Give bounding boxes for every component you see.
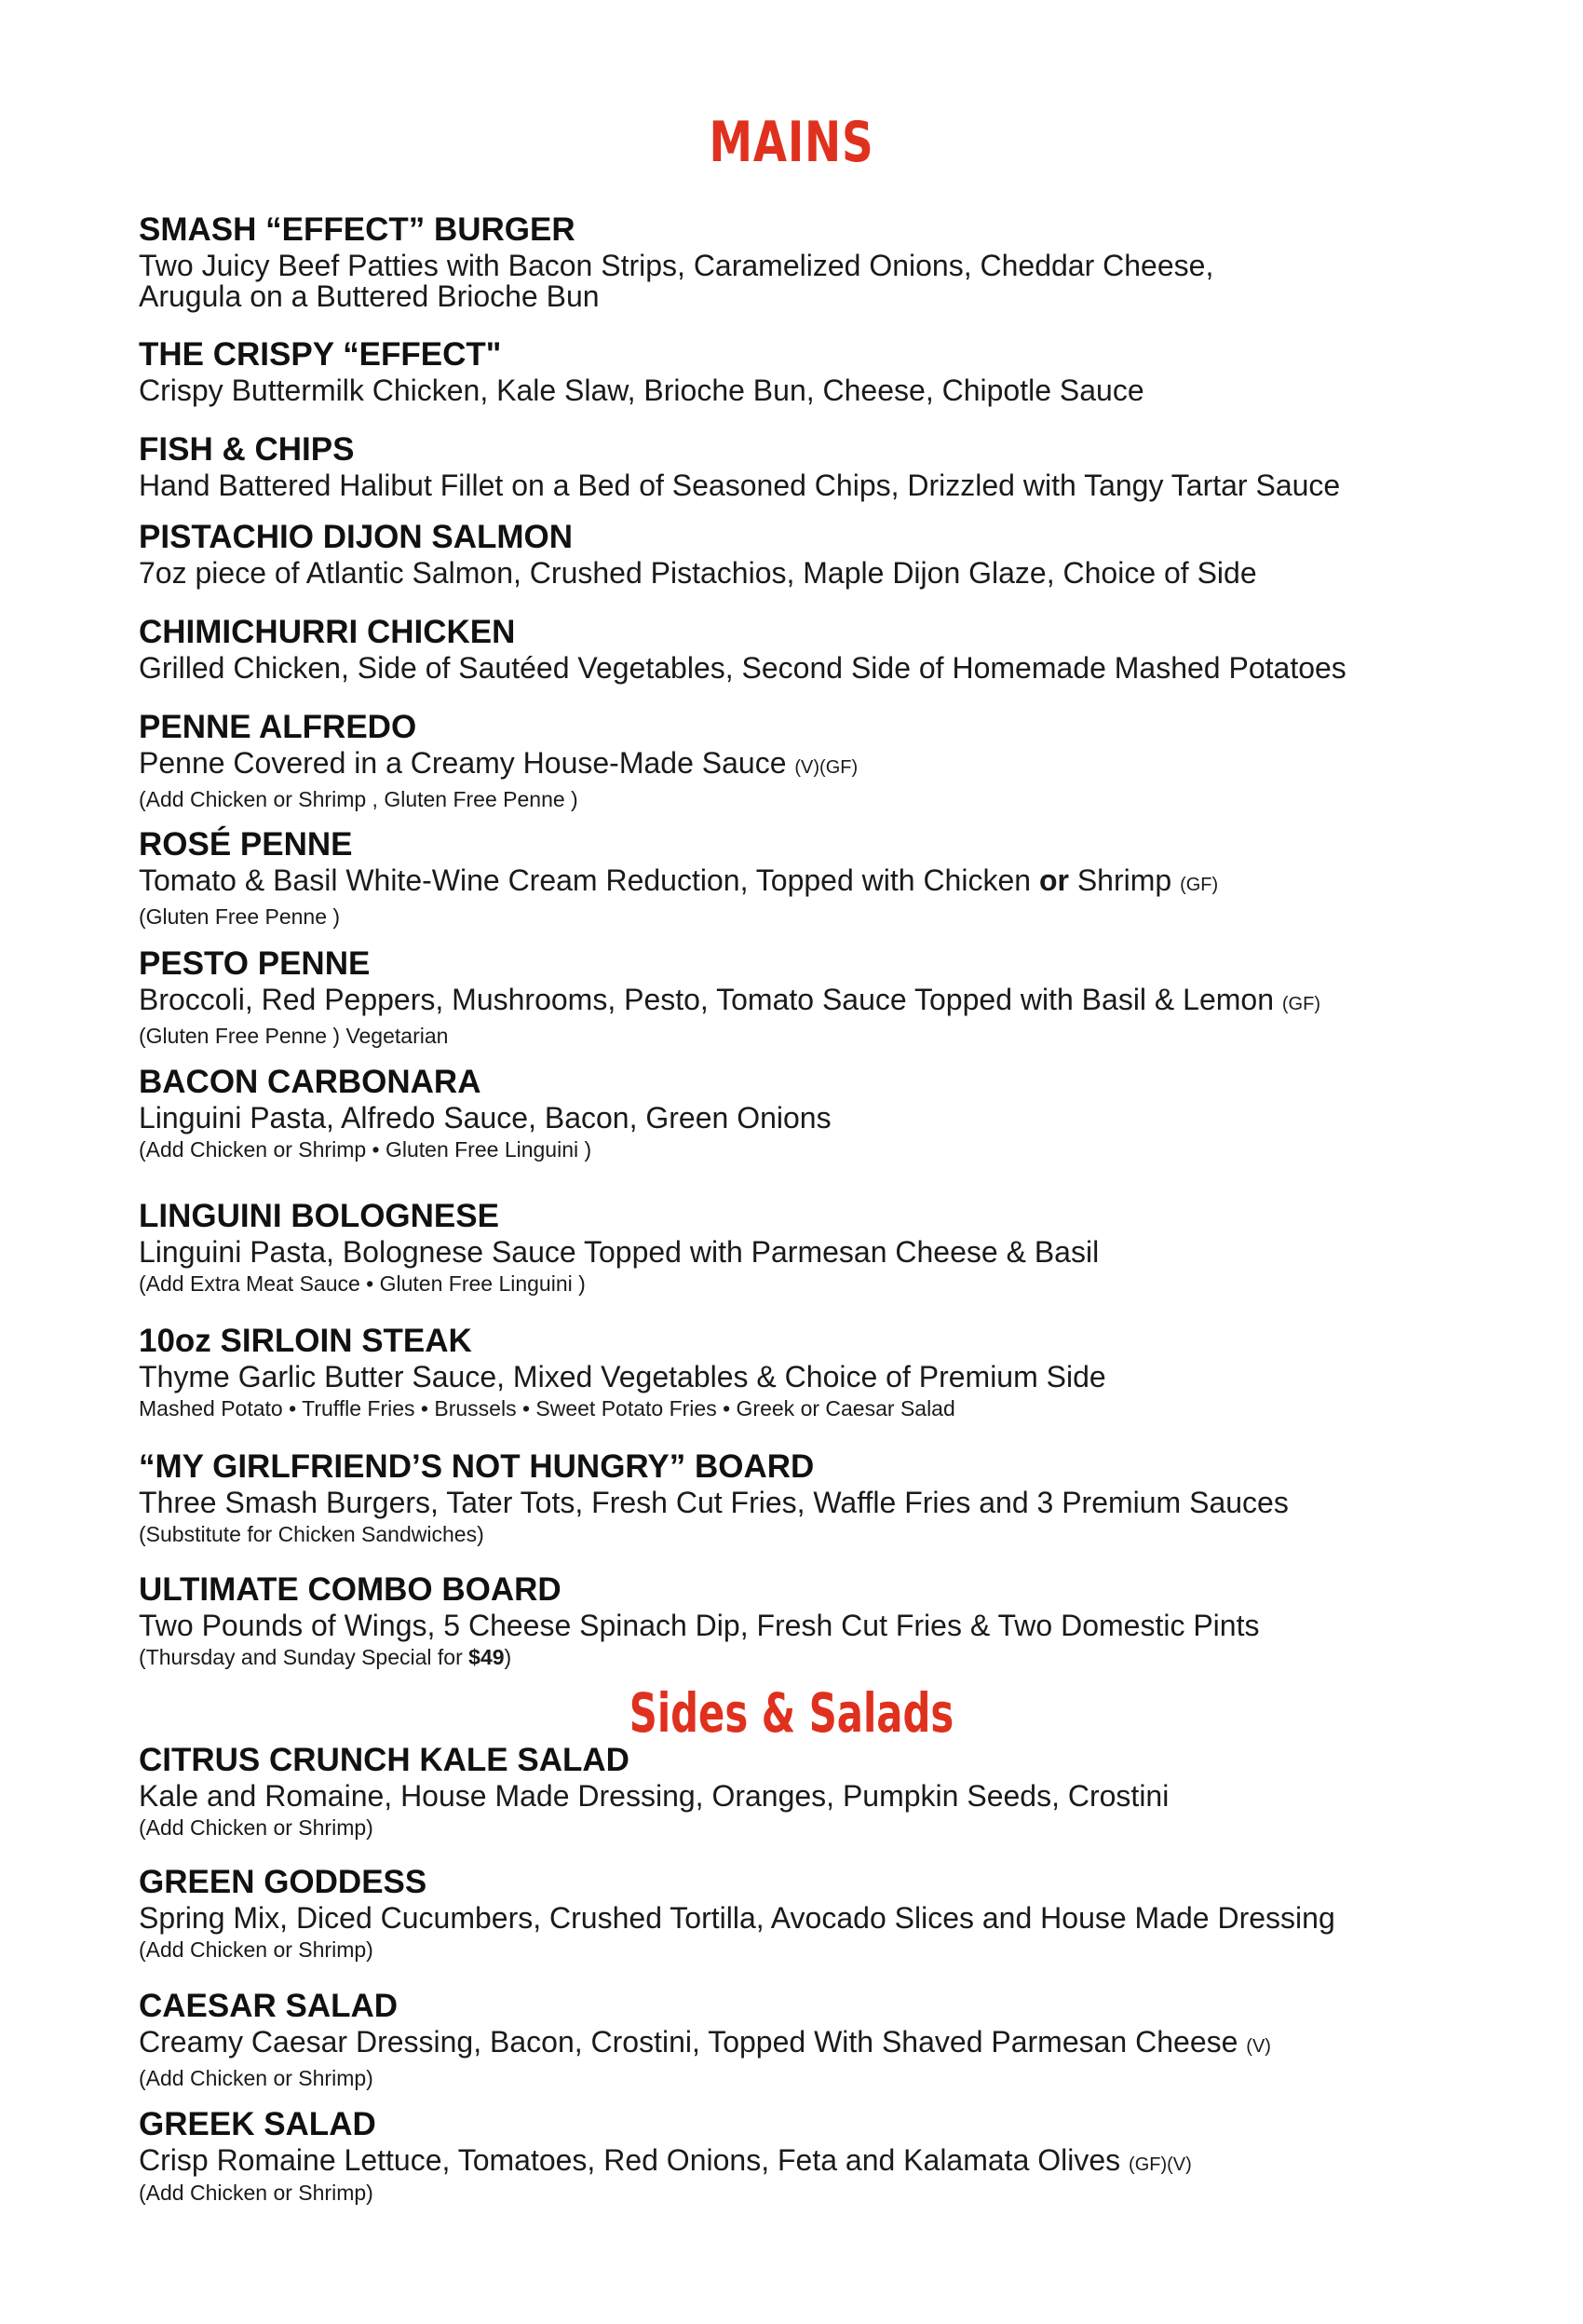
item-note: (Gluten Free Penne ) <box>139 904 341 929</box>
item-note-end: ) <box>504 1645 512 1669</box>
menu-item-sirloin-steak <box>139 1324 1461 1421</box>
menu-item-pesto-penne <box>139 946 1461 1049</box>
item-note: (Add Chicken or Shrimp • Gluten Free Linguini ) <box>139 1137 592 1162</box>
item-name: “MY GIRLFRIEND’S NOT HUNGRY” BOARD <box>139 1448 815 1485</box>
dietary-tag: (V)(GF) <box>794 757 859 778</box>
item-description-text: Creamy Caesar Dressing, Bacon, Crostini, Topped With Shaved Parmesan Cheese <box>139 2025 1238 2059</box>
menu-item-ultimate-combo-board <box>139 1572 1461 1670</box>
item-description: 7oz piece of Atlantic Salmon, Crushed Pistachios, Maple Dijon Glaze, Choice of Side <box>139 556 1257 590</box>
item-note: (Add Chicken or Shrimp , Gluten Free Penne ) <box>139 787 578 811</box>
item-name: THE CRISPY “EFFECT" <box>139 336 502 373</box>
item-note-text: (Thursday and Sunday Special for <box>139 1645 463 1669</box>
item-name: ROSÉ PENNE <box>139 826 353 863</box>
item-description <box>139 985 1461 1020</box>
item-description <box>139 865 1461 901</box>
item-description-end: Shrimp <box>1076 863 1172 897</box>
item-description: Two Juicy Beef Patties with Bacon Strips, Caramelized Onions, Cheddar Cheese, <box>139 249 1214 282</box>
menu-item-green-goddess <box>139 1865 1461 1963</box>
item-name: GREEN GODDESS <box>139 1864 427 1900</box>
dietary-tag: (GF)(V) <box>1129 2154 1192 2175</box>
item-description: Three Smash Burgers, Tater Tots, Fresh Cut Fries, Waffle Fries and 3 Premium Sauces <box>139 1486 1289 1519</box>
item-name: LINGUINI BOLOGNESE <box>139 1198 499 1234</box>
item-note: Mashed Potato • Truffle Fries • Brussels • Sweet Potato Fries • Greek or Caesar Salad <box>139 1396 955 1420</box>
item-description-text: Crisp Romaine Lettuce, Tomatoes, Red Onions, Feta and Kalamata Olives <box>139 2143 1121 2177</box>
item-name: PENNE ALFREDO <box>139 709 417 745</box>
item-description <box>139 2027 1461 2062</box>
item-description: Spring Mix, Diced Cucumbers, Crushed Tortilla, Avocado Slices and House Made Dressing <box>139 1901 1335 1935</box>
item-name: CITRUS CRUNCH KALE SALAD <box>139 1742 629 1778</box>
dietary-tag: (GF) <box>1180 875 1219 895</box>
item-note: (Add Chicken or Shrimp) <box>139 1937 373 1962</box>
item-name: CHIMICHURRI CHICKEN <box>139 614 516 650</box>
menu-item-rose-penne <box>139 827 1461 930</box>
item-name: PISTACHIO DIJON SALMON <box>139 519 574 555</box>
item-description-text: Tomato & Basil White-Wine Cream Reduction, Topped with Chicken <box>139 863 1032 897</box>
item-name: FISH & CHIPS <box>139 431 355 468</box>
item-note: (Add Chicken or Shrimp) <box>139 2181 373 2205</box>
menu-item-girlfriend-board <box>139 1449 1461 1547</box>
menu-item-bacon-carbonara <box>139 1065 1461 1162</box>
menu-item-penne-alfredo <box>139 710 1461 812</box>
item-name: PESTO PENNE <box>139 945 371 982</box>
item-note: (Substitute for Chicken Sandwiches) <box>139 1522 484 1546</box>
item-description <box>139 2145 1461 2181</box>
dietary-tag: (GF) <box>1281 994 1320 1014</box>
menu-item-greek-salad <box>139 2107 1461 2206</box>
item-description <box>139 748 1461 783</box>
item-description: Kale and Romaine, House Made Dressing, Oranges, Pumpkin Seeds, Crostini <box>139 1779 1170 1813</box>
menu-item-smash-burger <box>139 212 1461 312</box>
menu-item-pistachio-salmon <box>139 520 1461 589</box>
item-description: Linguini Pasta, Alfredo Sauce, Bacon, Green Onions <box>139 1101 832 1135</box>
sides-salads-heading: Sides & Salads <box>629 1681 954 1745</box>
item-note: (Gluten Free Penne ) Vegetarian <box>139 1024 449 1048</box>
item-description: Linguini Pasta, Bolognese Sauce Topped with Parmesan Cheese & Basil <box>139 1235 1100 1269</box>
item-description: Hand Battered Halibut Fillet on a Bed of Seasoned Chips, Drizzled with Tangy Tartar Sauce <box>139 469 1341 502</box>
menu-item-chimichurri-chicken <box>139 615 1461 684</box>
item-note: (Add Extra Meat Sauce • Gluten Free Linguini ) <box>139 1271 586 1296</box>
dietary-tag: (V) <box>1246 2036 1271 2057</box>
menu-item-citrus-kale-salad <box>139 1743 1461 1841</box>
item-name: ULTIMATE COMBO BOARD <box>139 1571 561 1608</box>
menu-item-caesar-salad <box>139 1989 1461 2091</box>
item-description-bold: or <box>1038 863 1069 897</box>
menu-item-fish-chips <box>139 432 1461 501</box>
menu-item-linguini-bolognese <box>139 1199 1461 1297</box>
item-name: 10oz SIRLOIN STEAK <box>139 1323 472 1359</box>
mains-heading: MAINS <box>709 110 874 175</box>
item-note: (Add Chicken or Shrimp) <box>139 2066 373 2090</box>
item-name: BACON CARBONARA <box>139 1064 481 1100</box>
item-note <box>139 1645 1461 1670</box>
item-description-text: Penne Covered in a Creamy House-Made Sauce <box>139 746 787 780</box>
item-description: Two Pounds of Wings, 5 Cheese Spinach Dip, Fresh Cut Fries & Two Domestic Pints <box>139 1609 1260 1642</box>
item-description-text: Broccoli, Red Peppers, Mushrooms, Pesto, Tomato Sauce Topped with Basil & Lemon <box>139 983 1274 1016</box>
item-name: CAESAR SALAD <box>139 1988 399 2024</box>
item-name: SMASH “EFFECT” BURGER <box>139 211 575 248</box>
menu-item-crispy-effect <box>139 337 1461 406</box>
item-description: Thyme Garlic Butter Sauce, Mixed Vegetables & Choice of Premium Side <box>139 1360 1106 1393</box>
item-description-line-2: Arugula on a Buttered Brioche Bun <box>139 279 600 313</box>
item-price: $49 <box>468 1645 505 1669</box>
item-note: (Add Chicken or Shrimp) <box>139 1815 373 1840</box>
item-description: Crispy Buttermilk Chicken, Kale Slaw, Brioche Bun, Cheese, Chipotle Sauce <box>139 374 1144 407</box>
item-description: Grilled Chicken, Side of Sautéed Vegetables, Second Side of Homemade Mashed Potatoes <box>139 651 1346 685</box>
item-name: GREEK SALAD <box>139 2106 376 2142</box>
